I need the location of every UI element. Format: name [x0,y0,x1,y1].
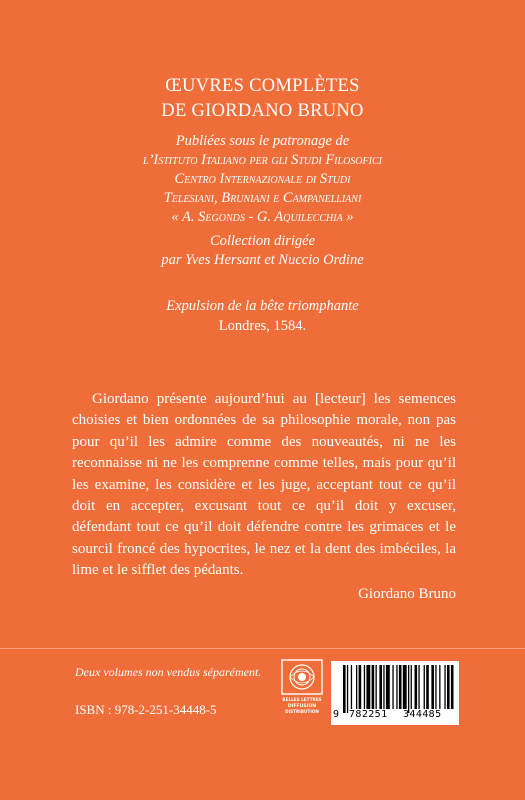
series-title-line1: ŒUVRES COMPLÈTES [165,76,360,96]
barcode-bar [439,665,440,709]
barcode-bar [379,665,382,709]
barcode-bar [403,665,407,709]
barcode-bar [366,665,370,709]
barcode-first-digit: 9 [333,709,340,720]
barcode-bar [364,665,365,709]
work-title: Expulsion de la bête triomphante [166,298,359,314]
barcode-digits [331,709,459,723]
isbn-text: ISBN : 978-2-251-34448-5 [75,702,217,717]
publisher-logo-icon [281,659,323,717]
barcode-bar [424,665,425,709]
logo-line1: BELLES LETTRES [282,697,322,702]
volumes-note: Deux volumes non vendus séparément. [75,665,262,679]
barcode-bar [351,665,352,709]
collection-block [0,232,525,270]
barcode-bar [444,665,445,709]
barcode-bar [418,665,419,709]
barcode-bar [447,665,450,709]
patronage-centre-line2: Telesiani, Bruniani e Campanelliani [163,190,362,206]
barcode-bar [451,665,454,709]
collection-line2: par Yves Hersant et Nuccio Ordine [161,252,364,268]
footer-divider [0,648,525,649]
barcode-bar [408,665,409,713]
barcode-bar [356,665,357,709]
barcode-bar [435,665,436,709]
barcode-bar [415,665,418,709]
patronage-centre-line3: « A. Segonds - G. Aquilecchia » [171,209,354,225]
series-title [0,74,525,124]
patronage-intro: Publiées sous le patronage de [175,133,350,149]
barcode-bar [383,665,384,709]
barcode-bar [431,665,434,709]
work-place-date: Londres, 1584. [218,318,307,334]
barcode-bar [396,665,397,709]
patronage-centre-line1: Centro Internazionale di Studi [174,171,351,187]
barcode-right-digits: 344485 [403,709,442,720]
quote-author: Giordano Bruno [358,586,456,602]
series-title-line2: DE GIORDANO BRUNO [161,101,364,121]
back-cover-quote: Giordano présente aujourd’hui au [lecteur] les semences choisies et bien ordonnées de sa philosophie morale, non pas pour qu’il les admire comme des nouveautés, ni ne les reconnaisse ni ne les comprenne comme telles, mais pour qu’il les examine, les considère et les juge, acceptant tout ce qu’il doit en accepter, excusant tout ce qu’il doit y excuser, défendant tout ce qu’il doit défendre contre les grimaces et le sourcil froncé des hypocrites, le nez et la dent des imbéciles, la lime et le sifflet des pédants. [72,391,456,579]
patronage-block [0,132,525,227]
work-block [0,296,525,336]
patronage-institute: l’Istituto Italiano per gli Studi Filosofici [143,152,382,168]
barcode-bar [426,665,429,709]
barcode-bar [343,665,346,713]
barcode-bar [411,665,412,709]
logo-line2: DIFFUSION [287,704,317,709]
publisher-logo [281,659,323,717]
barcode-bar [399,665,402,709]
barcode-bar [347,665,348,713]
barcode-bar [376,665,377,709]
collection-line1: Collection dirigée [209,233,316,249]
isbn-barcode [331,661,459,725]
barcode-bar [386,665,390,709]
barcode-bar [372,665,375,709]
barcode-bar [359,665,362,709]
barcode-bar [392,665,393,709]
barcode-left-digits: 782251 [349,709,388,720]
logo-line3: DISTRIBUTION [285,709,319,714]
